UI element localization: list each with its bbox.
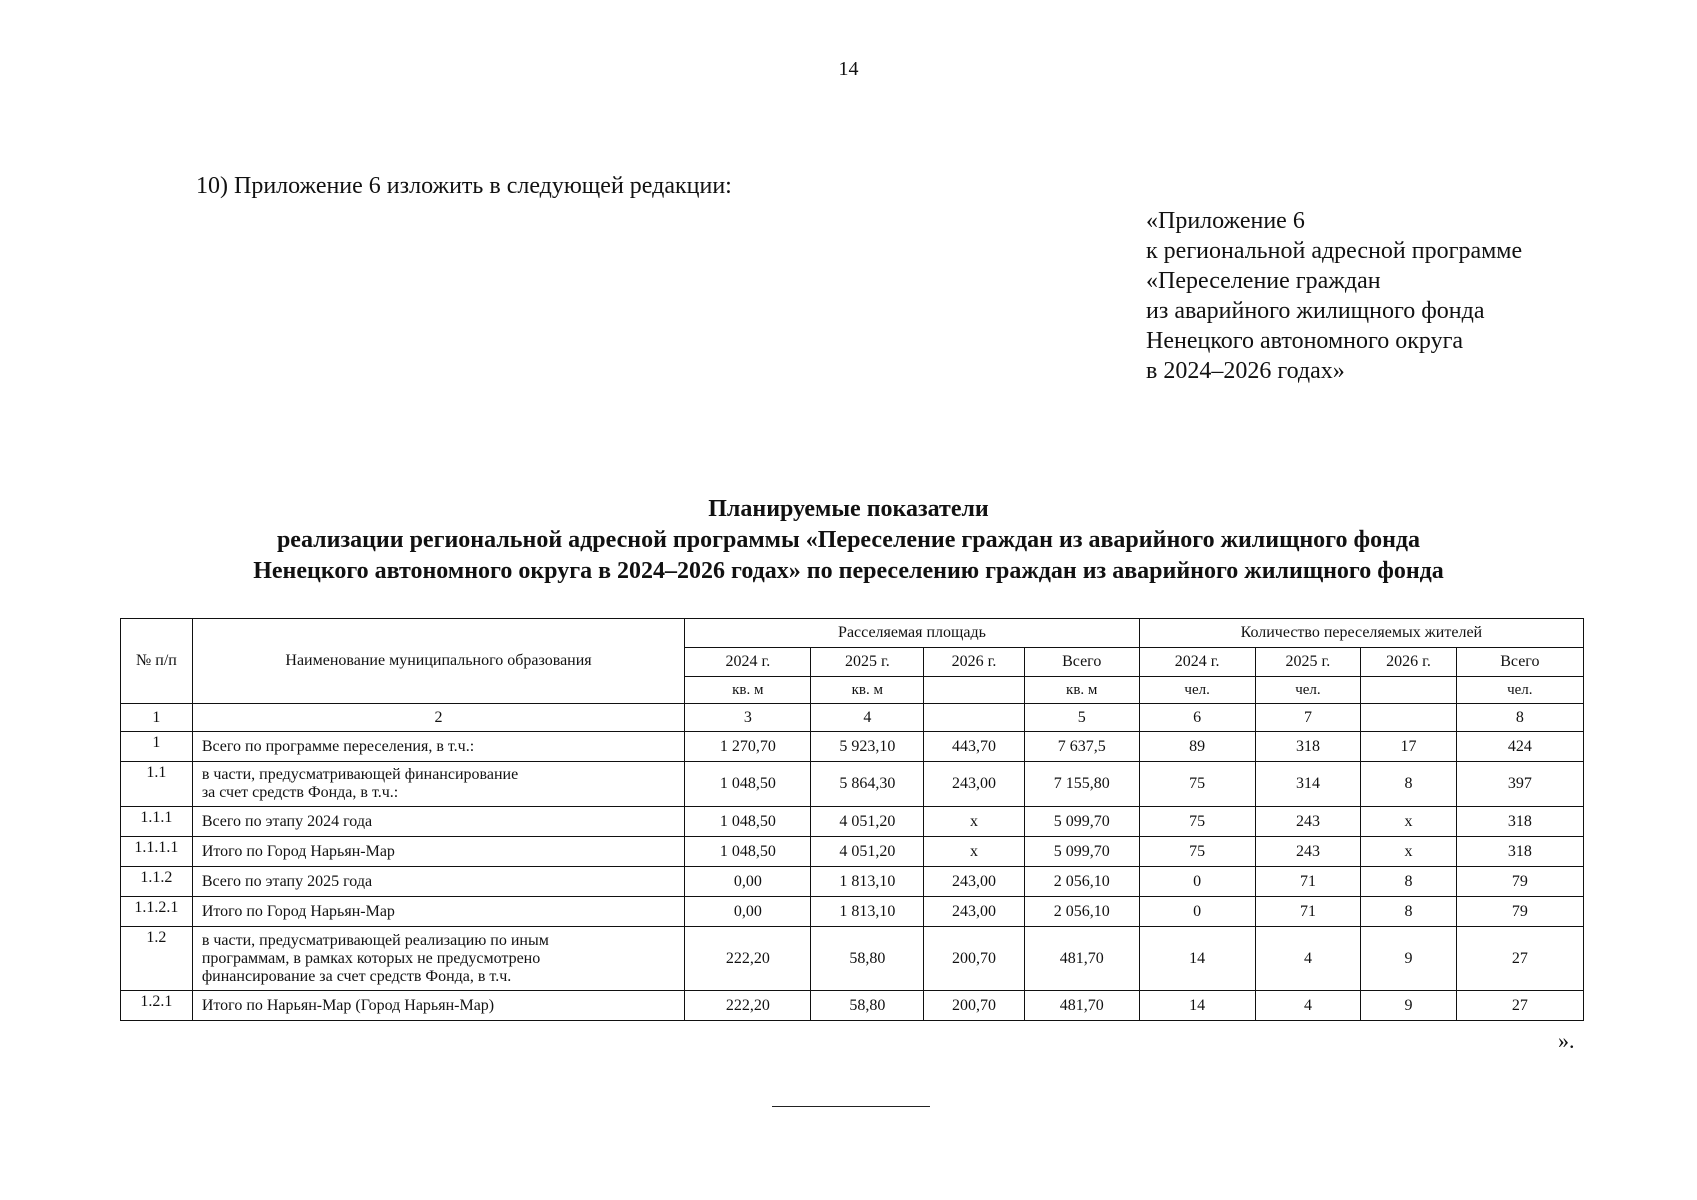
column-number: 1 xyxy=(121,704,193,732)
row-value: 9 xyxy=(1361,927,1456,991)
header-year: 2024 г. xyxy=(1139,648,1255,677)
row-value: 443,70 xyxy=(924,732,1025,762)
appendix-line: «Приложение 6 xyxy=(1146,208,1305,234)
row-name xyxy=(192,762,684,807)
table-row xyxy=(121,837,1584,867)
column-number: 3 xyxy=(685,704,811,732)
row-value: 243,00 xyxy=(924,762,1025,807)
row-name xyxy=(192,991,684,1021)
row-value: 14 xyxy=(1139,927,1255,991)
row-value: 222,20 xyxy=(685,927,811,991)
column-number: 8 xyxy=(1456,704,1583,732)
row-value: x xyxy=(924,807,1025,837)
row-value: 222,20 xyxy=(685,991,811,1021)
row-number: 1.1.2.1 xyxy=(121,897,193,927)
row-value: 243,00 xyxy=(924,867,1025,897)
row-number: 1.1 xyxy=(121,762,193,807)
row-value: 4 051,20 xyxy=(811,837,924,867)
header-unit: чел. xyxy=(1456,677,1583,704)
row-value: x xyxy=(1361,837,1456,867)
row-value: 71 xyxy=(1255,867,1361,897)
row-value: 71 xyxy=(1255,897,1361,927)
row-name-line: Итого по Нарьян-Мар (Город Нарьян-Мар) xyxy=(201,996,495,1014)
row-value: 17 xyxy=(1361,732,1456,762)
table-title-line: Ненецкого автономного округа в 2024–2026 годах» по переселению граждан из аварийного жилищного фонда xyxy=(253,558,1444,584)
row-value: 14 xyxy=(1139,991,1255,1021)
header-year: 2026 г. xyxy=(924,648,1025,677)
row-value: 1 813,10 xyxy=(811,867,924,897)
row-value: 481,70 xyxy=(1024,991,1139,1021)
row-value: 397 xyxy=(1456,762,1583,807)
row-name xyxy=(192,927,684,991)
table-title-line: Планируемые показатели xyxy=(708,496,989,522)
row-value: 79 xyxy=(1456,897,1583,927)
column-number: 4 xyxy=(811,704,924,732)
header-year: 2024 г. xyxy=(685,648,811,677)
header-residents-group: Количество переселяемых жителей xyxy=(1139,619,1583,648)
row-value: 4 xyxy=(1255,991,1361,1021)
row-value: 89 xyxy=(1139,732,1255,762)
table-title xyxy=(0,494,1697,587)
row-name-line: в части, предусматривающей финансирование xyxy=(201,766,519,783)
closing-quote: ». xyxy=(1558,1028,1575,1053)
row-value: 5 099,70 xyxy=(1024,837,1139,867)
indicators-table xyxy=(120,618,1584,1021)
header-unit xyxy=(1361,677,1456,704)
row-number: 1.2.1 xyxy=(121,991,193,1021)
header-unit: кв. м xyxy=(811,677,924,704)
row-value: 1 048,50 xyxy=(685,762,811,807)
row-name-line: Всего по этапу 2025 года xyxy=(201,872,373,890)
row-value: 5 864,30 xyxy=(811,762,924,807)
row-value: 75 xyxy=(1139,837,1255,867)
row-name-line: Всего по программе переселения, в т.ч.: xyxy=(201,737,475,755)
appendix-line: из аварийного жилищного фонда xyxy=(1146,298,1485,324)
row-value: 0 xyxy=(1139,867,1255,897)
row-value: 58,80 xyxy=(811,991,924,1021)
row-value: 243 xyxy=(1255,807,1361,837)
header-unit: чел. xyxy=(1139,677,1255,704)
row-value: 79 xyxy=(1456,867,1583,897)
table-row xyxy=(121,991,1584,1021)
row-value: 243,00 xyxy=(924,897,1025,927)
row-name-line: Всего по этапу 2024 года xyxy=(201,812,373,830)
row-number: 1.2 xyxy=(121,927,193,991)
row-name-line: Итого по Город Нарьян-Мар xyxy=(201,842,395,860)
header-row-groups xyxy=(121,619,1584,648)
amendment-intro: 10) Приложение 6 изложить в следующей редакции: xyxy=(196,173,732,199)
row-name xyxy=(192,732,684,762)
row-value: 318 xyxy=(1456,837,1583,867)
row-number: 1 xyxy=(121,732,193,762)
row-value: 0,00 xyxy=(685,897,811,927)
row-value: 27 xyxy=(1456,927,1583,991)
row-value: 200,70 xyxy=(924,927,1025,991)
row-number: 1.1.1.1 xyxy=(121,837,193,867)
row-value: 2 056,10 xyxy=(1024,867,1139,897)
row-value: 5 099,70 xyxy=(1024,807,1139,837)
appendix-header xyxy=(1146,206,1522,386)
appendix-line: Ненецкого автономного округа xyxy=(1146,328,1464,354)
row-value: 0,00 xyxy=(685,867,811,897)
row-value: 1 048,50 xyxy=(685,837,811,867)
header-name: Наименование муниципального образования xyxy=(192,619,684,704)
table-row xyxy=(121,867,1584,897)
header-year: 2026 г. xyxy=(1361,648,1456,677)
column-number: 5 xyxy=(1024,704,1139,732)
row-value: x xyxy=(1361,807,1456,837)
header-unit: кв. м xyxy=(1024,677,1139,704)
row-name-line: Итого по Город Нарьян-Мар xyxy=(201,902,395,920)
row-value: 318 xyxy=(1255,732,1361,762)
row-number: 1.1.2 xyxy=(121,867,193,897)
appendix-line: к региональной адресной программе xyxy=(1146,238,1523,264)
row-value: 75 xyxy=(1139,807,1255,837)
table-row xyxy=(121,927,1584,991)
row-value: 1 813,10 xyxy=(811,897,924,927)
table-row xyxy=(121,807,1584,837)
row-value: 27 xyxy=(1456,991,1583,1021)
row-value: 1 048,50 xyxy=(685,807,811,837)
row-value: 424 xyxy=(1456,732,1583,762)
column-number xyxy=(1361,704,1456,732)
row-value: 58,80 xyxy=(811,927,924,991)
header-year: Всего xyxy=(1024,648,1139,677)
row-name-line: финансирование за счет средств Фонда, в т.ч. xyxy=(201,967,512,985)
row-value: 7 637,5 xyxy=(1024,732,1139,762)
header-year: 2025 г. xyxy=(811,648,924,677)
row-number: 1.1.1 xyxy=(121,807,193,837)
page-number: 14 xyxy=(838,58,859,80)
row-value: 481,70 xyxy=(1024,927,1139,991)
table-row xyxy=(121,732,1584,762)
table-title-line: реализации региональной адресной программы «Переселение граждан из аварийного жилищного фонда xyxy=(276,527,1421,553)
row-value: 8 xyxy=(1361,762,1456,807)
header-num: № п/п xyxy=(121,619,193,704)
row-name xyxy=(192,867,684,897)
appendix-line: в 2024–2026 годах» xyxy=(1146,358,1345,384)
header-year: Всего xyxy=(1456,648,1583,677)
row-value: 75 xyxy=(1139,762,1255,807)
row-name xyxy=(192,897,684,927)
row-value: x xyxy=(924,837,1025,867)
row-value: 200,70 xyxy=(924,991,1025,1021)
row-name-line: в части, предусматривающей реализацию по иным xyxy=(201,931,549,949)
appendix-line: «Переселение граждан xyxy=(1146,268,1381,294)
end-rule xyxy=(772,1106,930,1107)
header-unit xyxy=(924,677,1025,704)
row-value: 1 270,70 xyxy=(685,732,811,762)
row-name-line: за счет средств Фонда, в т.ч.: xyxy=(201,784,399,801)
row-value: 5 923,10 xyxy=(811,732,924,762)
row-name-line: программам, в рамках которых не предусмотрено xyxy=(201,949,541,967)
header-area-group: Расселяемая площадь xyxy=(685,619,1139,648)
row-name xyxy=(192,807,684,837)
row-value: 2 056,10 xyxy=(1024,897,1139,927)
row-value: 4 051,20 xyxy=(811,807,924,837)
column-number: 6 xyxy=(1139,704,1255,732)
header-year: 2025 г. xyxy=(1255,648,1361,677)
row-value: 7 155,80 xyxy=(1024,762,1139,807)
table-row xyxy=(121,762,1584,807)
header-unit: кв. м xyxy=(685,677,811,704)
row-value: 314 xyxy=(1255,762,1361,807)
row-name xyxy=(192,837,684,867)
row-value: 8 xyxy=(1361,867,1456,897)
row-value: 4 xyxy=(1255,927,1361,991)
row-value: 8 xyxy=(1361,897,1456,927)
table-row xyxy=(121,897,1584,927)
column-number: 2 xyxy=(192,704,684,732)
column-numbers-row xyxy=(121,704,1584,732)
row-value: 318 xyxy=(1456,807,1583,837)
row-value: 243 xyxy=(1255,837,1361,867)
column-number: 7 xyxy=(1255,704,1361,732)
row-value: 9 xyxy=(1361,991,1456,1021)
header-unit: чел. xyxy=(1255,677,1361,704)
column-number xyxy=(924,704,1025,732)
row-value: 0 xyxy=(1139,897,1255,927)
